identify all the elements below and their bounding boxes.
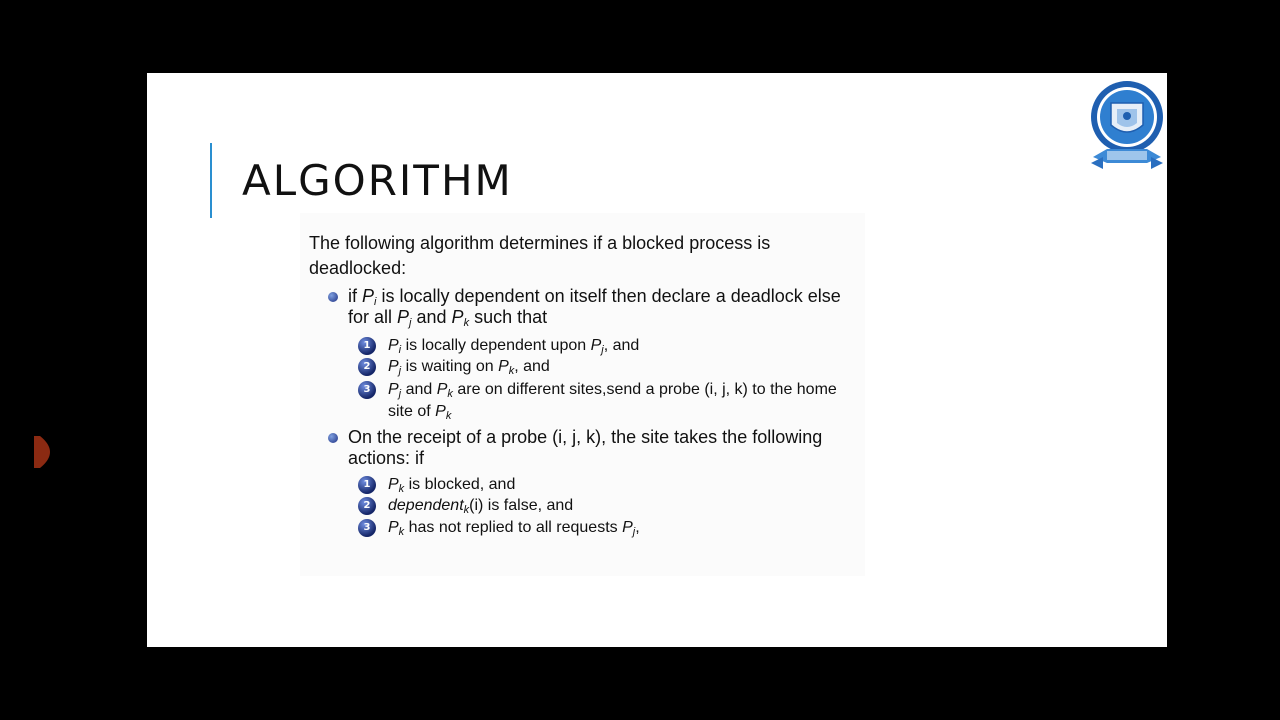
number-badge-3: 3 (358, 519, 376, 537)
number-badge-2: 2 (358, 358, 376, 376)
number-badge-1: 1 (358, 337, 376, 355)
bullet-1-text: if $P_i$ is locally dependent on itself then declare a deadlock else for all $P_j$ and $P_k$ such that (348, 286, 841, 329)
college-emblem-icon (1087, 77, 1167, 173)
previous-slide-arrow-icon[interactable] (34, 436, 50, 468)
condition-1-3: $P_j$ and $P_k$ are on different sites,send a probe (i, j, k) to the home site of $P_k$ (388, 381, 837, 422)
title-accent-bar (210, 143, 212, 218)
intro-text: The following algorithm determines if a blocked process is deadlocked: (309, 233, 771, 278)
number-badge-1: 1 (358, 476, 376, 494)
bullet-2-text: On the receipt of a probe (i, j, k), the site takes the following actions: if (348, 427, 823, 468)
condition-1-1: $P_i$ is locally dependent upon $P_j$, and (388, 337, 640, 356)
condition-2-3: $P_k$ has not replied to all requests $P_j$, (388, 519, 640, 538)
condition-2-1: $P_k$ is blocked, and (388, 476, 516, 495)
bullet-marker (328, 433, 338, 443)
number-badge-2: 2 (358, 497, 376, 515)
algorithm-content (300, 213, 865, 576)
condition-2-2: dependent$_k$(i) is false, and (388, 497, 574, 516)
bullet-marker (328, 292, 338, 302)
slide (147, 73, 1167, 647)
number-badge-3: 3 (358, 381, 376, 399)
slide-title: ALGORITHM (242, 156, 513, 205)
condition-1-2: $P_j$ is waiting on $P_k$, and (388, 358, 550, 377)
